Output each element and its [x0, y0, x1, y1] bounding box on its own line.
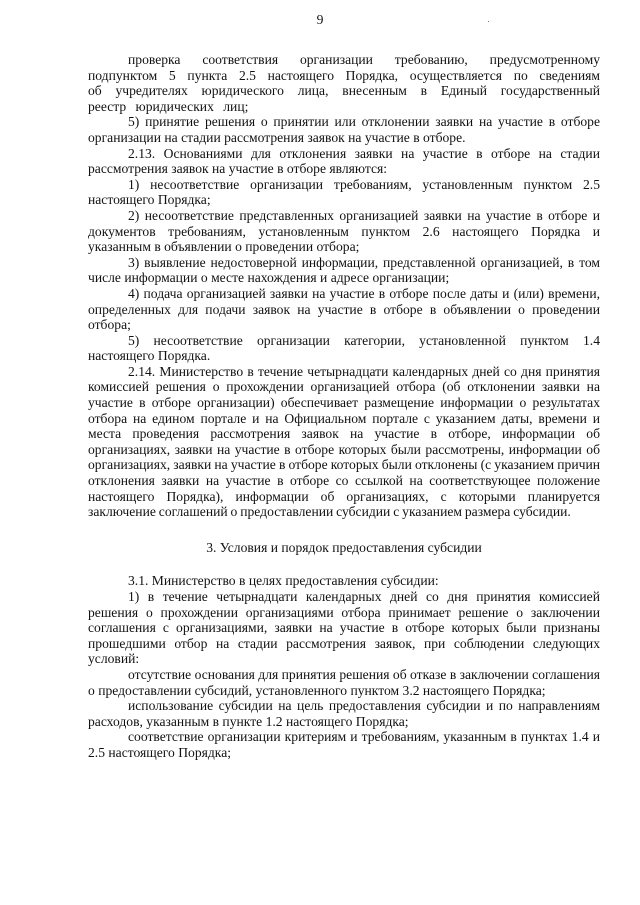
- scan-speck: [488, 21, 489, 22]
- paragraph: 1) в течение четырнадцати календарных дней со дня принятия комиссией решения о прохождении организациями отбора принимает решение о заключении соглашения с организациями, заявки на участие в отборе которых были признаны прошедшими отбор на стадии рассмотрения заявок, при соблюдении следующих условий:: [88, 589, 600, 667]
- paragraph: отсутствие основания для принятия решения об отказе в заключении соглашения о предоставлении субсидий, установленного пунктом 3.2 настоящего Порядка;: [88, 666, 600, 698]
- paragraph: 2) несоответствие представленных организацией заявки на участие в отборе и документов требованиям, установленным пунктом 2.6 настоящего Порядка и указанным в объявлении о проведении отбора;: [88, 207, 600, 255]
- paragraph: 2.14. Министерство в течение четырнадцати календарных дней со дня принятия комиссией решения о прохождении организацией отбора (об отклонении заявки на участие в отборе организации) обеспечивает размещение информации о результатах отбора на едином портале и на Официальном портале с указанием даты, времени и места проведения рассмотрения заявок на участие в отборе, информации об организациях, заявки на участие в отборе которых были рассмотрены, информации об организациях, заявки на участие в отборе которых были отклонены (с указанием причин отклонения заявки на участие в отборе со ссылкой на соответствующее положение настоящего Порядка), информации об организациях, с которыми планируется заключение соглашений о предоставлении субсидии с указанием размера субсидии.: [88, 363, 600, 520]
- paragraph: 1) несоответствие организации требованиям, установленным пунктом 2.5 настоящего Порядка;: [88, 176, 600, 208]
- paragraph: 3) выявление недостоверной информации, представленной организацией, в том числе информации о месте нахождения и адресе организации;: [88, 254, 600, 286]
- paragraph: 2.13. Основаниями для отклонения заявки на участие в отборе на стадии рассмотрения заявок на участие в отборе являются:: [88, 145, 600, 177]
- paragraph: 5) несоответствие организации категории, установленной пунктом 1.4 настоящего Порядка.: [88, 332, 600, 364]
- paragraph: использование субсидии на цель предоставления субсидии и по направлениям расходов, указанным в пункте 1.2 настоящего Порядка;: [88, 698, 600, 729]
- document-body: [88, 52, 600, 761]
- page-number: 9: [316, 12, 324, 27]
- paragraph: соответствие организации критериям и требованиям, указанным в пунктах 1.4 и 2.5 настоящего Порядка;: [88, 729, 600, 760]
- section-heading: 3. Условия и порядок предоставления субсидии: [206, 539, 482, 555]
- paragraph: проверка соответствия организации требованию, предусмотренному подпунктом 5 пункта 2.5 настоящего Порядка, осуществляется по сведениям об учредителях юридического лица, внесенным в Единый государственный реестр юридических лиц;: [88, 52, 600, 114]
- paragraph: 3.1. Министерство в целях предоставления субсидии:: [128, 573, 439, 589]
- paragraph: 5) принятие решения о принятии или отклонении заявки на участие в отборе организации на стадии рассмотрения заявок на участие в отборе.: [88, 114, 600, 145]
- paragraph: 4) подача организацией заявки на участие в отборе после даты и (или) времени, определенных для подачи заявок на участие в отборе в объявлении о проведении отбора;: [88, 285, 600, 333]
